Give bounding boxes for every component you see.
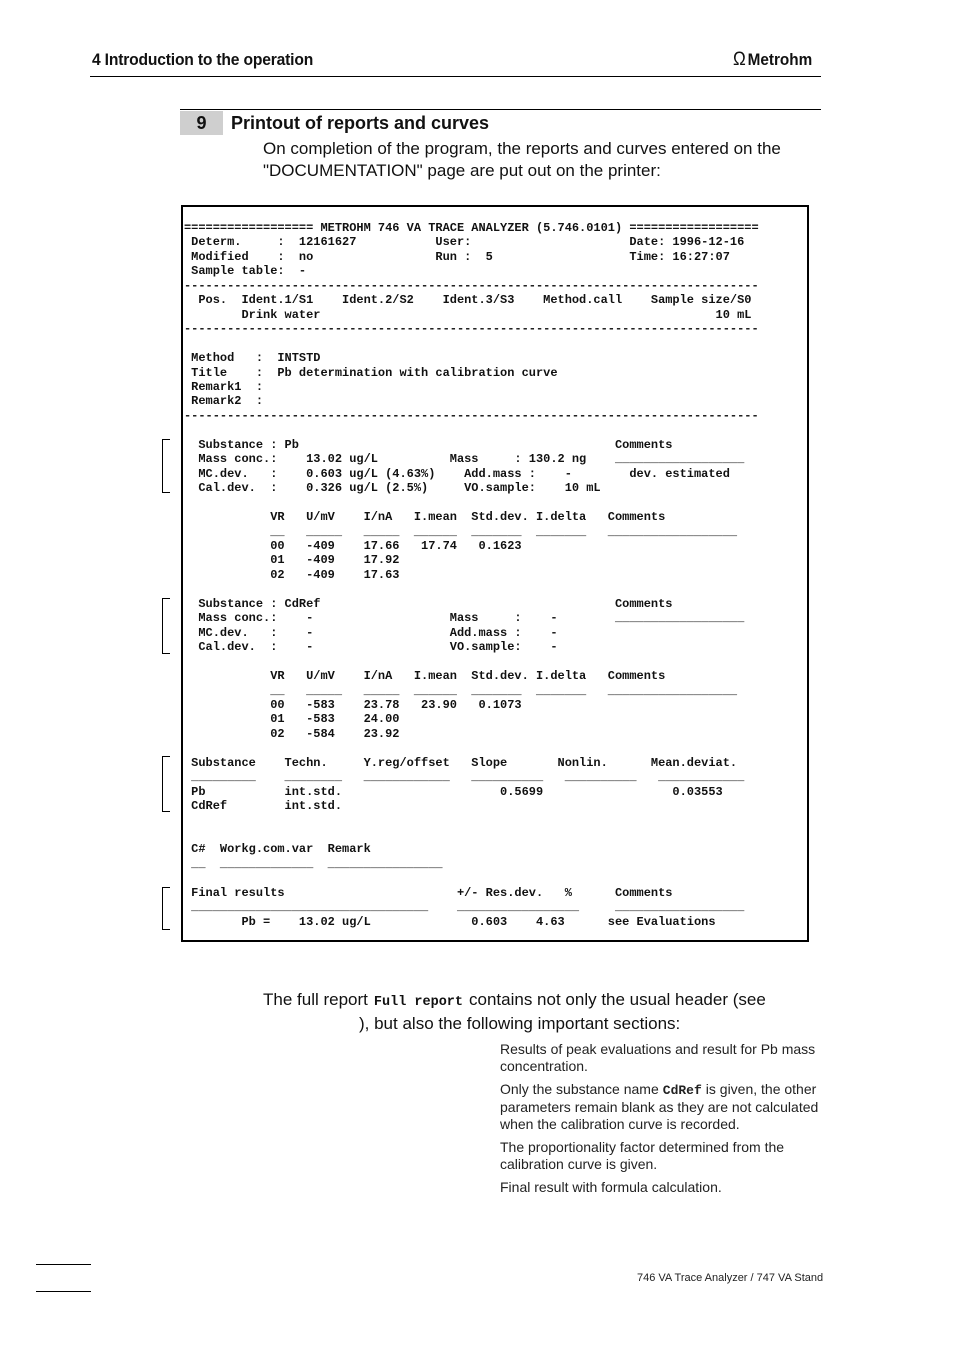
section-intro (263, 138, 823, 182)
footer-line-top (36, 1264, 91, 1265)
intro-line-1: On completion of the program, the reports and curves entered on the (263, 139, 781, 158)
margin-bracket-cdref (162, 598, 170, 654)
chapter-heading: 4 Introduction to the operation (92, 50, 314, 69)
section-number: 9 (180, 111, 223, 135)
full-report-paragraph (263, 989, 823, 1034)
section-title: Printout of reports and curves (231, 113, 490, 133)
full-report-text-after: contains not only the usual header (see (469, 990, 766, 1009)
footer-line-bottom (36, 1291, 91, 1292)
note-pb: Results of peak evaluations and result for Pb mass concentration. (500, 1041, 816, 1074)
logo-text: Metrohm (747, 50, 813, 69)
cdref-code: CdRef (662, 1083, 702, 1098)
note-final: Final result with formula calculation. (500, 1179, 722, 1195)
report-printout: ================== METROHM 746 VA TRACE ANALYZER (5.746.0101) ================== Determ. : 12161627 User: Date: 1996-12-16 Modified : no Run : 5 Time: 16:27:07 Sample table: - -------------------------------------------------------------------------------- Pos. Ident.1/S1 Ident.2/S2 Ident.3/S3 Method.call Sample size/S0 Drink water 10 mL -------------------------------------------------------------------------------- Method : INTSTD Title : Pb determination with calibration curve Remark1 : Remark2 : -------------------------------------------------------------------------------- Substance : Pb Comments Mass conc.: 13.02 ug/L Mass : 130.2 ng __________________ MC.dev. : 0.603 ug/L (4.63%) Add.mass : - dev. estimated Cal.dev. : 0.326 ug/L (2.5%) VO.sample: 10 mL VR U/mV I/nA I.mean Std.dev. I.delta Comments __ _____ _____ ______ _______ _______ __________________ 00 -409 17.66 17.74 0.1623 01 -409 17.92 02 -409 17.63 Substance : CdRef Comments Mass conc.: - Mass : - __________________ MC.dev. : - Add.mass : - Cal.dev. : - VO.sample: - VR U/mV I/nA I.mean Std.dev. I.delta Comments __ _____ _____ ______ _______ _______ __________________ 00 -583 23.78 23.90 0.1073 01 -583 24.00 02 -584 23.92 Substance Techn. Y.reg/offset Slope Nonlin. Mean.deviat. _________ ________ ____________ __________ __________ ____________ Pb int.std. 0.5699 0.03553 CdRef int.std. C# Workg.com.var Remark __ _____________ ________________ Final results +/- Res.dev. % Comments _________________________________ _________________ __________________ Pb = 13.02 ug/L 0.603 4.63 see Evaluations (184, 221, 759, 929)
section-divider (180, 109, 821, 110)
metrohm-logo (733, 49, 812, 71)
full-report-code: Full report (373, 995, 464, 1010)
margin-bracket-pb (162, 439, 170, 493)
note-slope: The proportionality factor determined from the calibration curve is given. (500, 1139, 785, 1172)
footer-text: 746 VA Trace Analyzer / 747 VA Stand (637, 1272, 824, 1284)
full-report-text-before: The full report (263, 990, 368, 1009)
header-divider (90, 76, 821, 77)
margin-bracket-final (162, 887, 170, 930)
note-cdref: Only the substance name CdRef is given, the other parameters remain blank as they are not calculated when the calibration curve is recorded. (500, 1081, 819, 1132)
margin-bracket-calibration (162, 756, 170, 812)
full-report-line-2: ), but also the following important sections: (359, 1014, 681, 1033)
intro-line-2: "DOCUMENTATION" page are put out on the printer: (263, 161, 661, 180)
omega-logo-icon: Ω (733, 49, 746, 70)
